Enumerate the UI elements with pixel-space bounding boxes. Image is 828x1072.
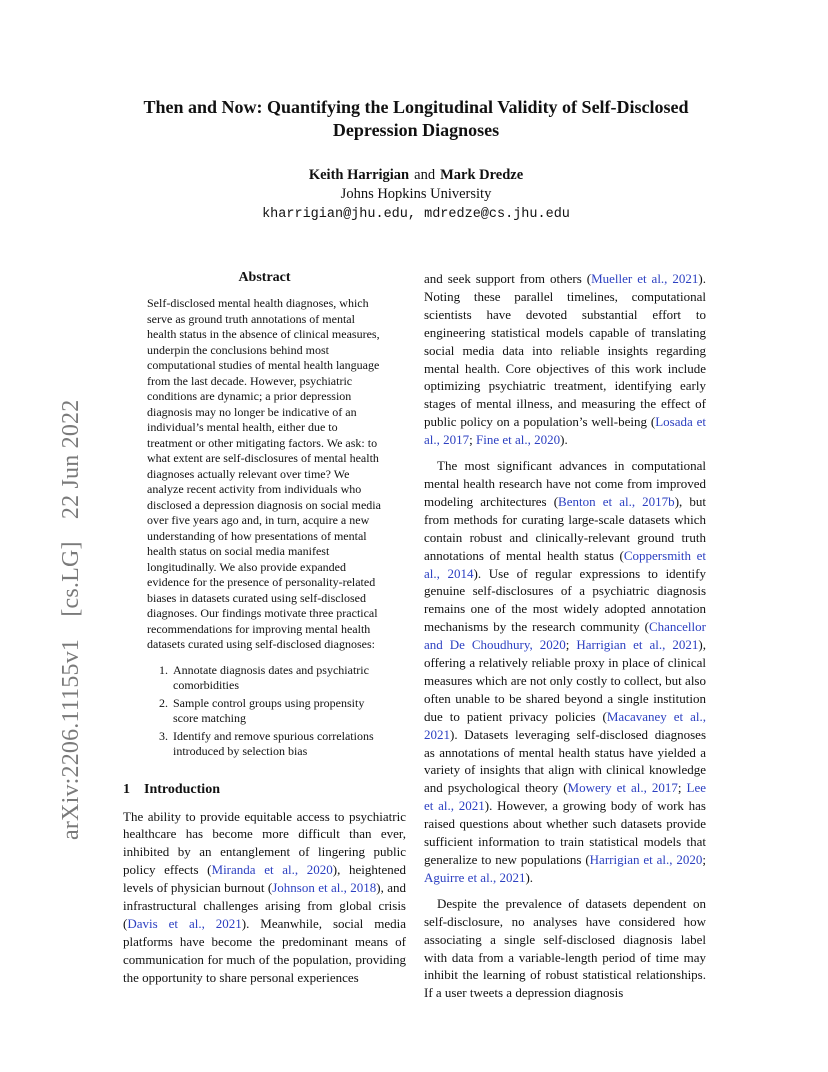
arxiv-stamp [58,280,88,840]
paper-title: Then and Now: Quantifying the Longitudinal Validity of Self-Disclosed Depression Diagnoses [143,97,689,140]
list-item: 2. Sample control groups using propensity score matching [159,695,365,725]
list-item: 3. Identify and remove spurious correlations introduced by selection bias [159,728,374,758]
author-name: Mark Dredze [440,167,524,183]
citation-link[interactable]: Chancellor and De Choudhury, 2020 [424,619,706,653]
arxiv-category: [cs.LG] [58,541,84,617]
citation-link[interactable]: Benton et al., 2017b [558,493,675,509]
left-column [123,270,406,987]
intro-paragraph-3: Despite the prevalence of datasets dependent on self-disclosure, no analyses have considered how associating a single self-disclosed diagnosis label with data from a variable-length period of time may inhibit the learning of robust statistical relationships. If a user tweets a depression diagnosis [424,895,706,1001]
author-emails: kharrigian@jhu.edu, mdredze@cs.jhu.edu [262,207,570,222]
citation-link[interactable]: Harrigian et al., 2021 [576,637,699,653]
citation-link[interactable]: Mowery et al., 2017 [567,780,678,796]
citation-link[interactable]: Losada et al., 2017 [424,414,706,448]
citation-link[interactable]: Davis et al., 2021 [127,915,242,931]
intro-paragraph-1: The ability to provide equitable access to psychiatric healthcare has become more difficult than ever, inhibited by an entanglement of lingering public policy effects (Miranda et al., 2020), heightened levels of physician burnout (Johnson et al., 2018), and infrastructural challenges arising from global crisis (Davis et al., 2021). Meanwhile, social media platforms have become the predominant means of communication for much of the population, providing the opportunity to share personal experiences [123,808,406,985]
citation-link[interactable]: Miranda et al., 2020 [211,862,333,878]
abstract-text: Self-disclosed mental health diagnoses, which serve as ground truth annotations of mental health status in the absence of clinical measures, underpin the conclusions behind most computational studies of mental health language from the last decade. However, psychiatric conditions are dynamic; a prior depression diagnosis may no longer be indicative of an individual’s mental health, either due to treatment or other mitigating factors. We ask: to what extent are self-disclosures of mental health diagnoses actually relevant over time? We analyze recent activity from individuals who disclosed a depression diagnosis on social media over five years ago and, in turn, acquire a new understanding of how presentations of mental health status on social media manifest longitudinally. We also provide expanded evidence for the presence of personality-related biases in datasets curated using self-disclosed diagnoses. Our findings motivate three practical recommendations for improving mental health datasets curated using self-disclosed diagnoses: [147,296,381,651]
citation-link[interactable]: Coppersmith et al., 2014 [424,547,707,581]
affiliation: Johns Hopkins University [340,186,492,202]
arxiv-date: 22 Jun 2022 [58,399,84,520]
intro-paragraph-2: The most significant advances in computational mental health research have not come from improved modeling architectures (Benton et al., 2017b), but from methods for curating large-scale datasets which contain robust and clinically-relevant ground truth annotations of mental health status (Coppersmith et al., 2014). Use of regular expressions to identify genuine self-disclosures of a psychiatric diagnosis remains one of the most widely adopted annotation mechanisms by the research community (Chancellor and De Choudhury, 2020; Harrigian et al., 2021), offering a relatively reliable proxy in place of clinical measures which are not only costly to collect, but also often unable to be shared beyond a single institution due to patient privacy policies (Macavaney et al., 2021). Datasets leveraging self-disclosed diagnoses as annotations of mental health status have yielded a variety of insights that align with clinical knowledge and psychological theory (Mowery et al., 2017; Lee et al., 2021). However, a growing body of work has raised questions about whether such datasets provide sufficient information to train statistical models that generalize to new populations (Harrigian et al., 2020; Aguirre et al., 2021). [424,458,707,885]
citation-link[interactable]: Lee et al., 2021 [424,780,706,814]
section-title: Introduction [144,781,220,797]
intro-paragraph-1-continued: and seek support from others (Mueller et al., 2021). Noting these parallel timelines, computational scientists have devoted substantial effort to engineering statistical models capable of translating social media data into reliable insights regarding mental health. Core objectives of this work include optimizing psychiatric treatment, identifying early stages of mental illness, and measuring the effect of public policy on a population’s well-being (Losada et al., 2017; Fine et al., 2020). [424,271,706,448]
citation-link[interactable]: Fine et al., 2020 [476,432,561,448]
recommendations-list [147,663,384,760]
section-heading [123,782,406,798]
citation-link[interactable]: Harrigian et al., 2020 [589,852,703,867]
author-name: Keith Harrigian [308,167,410,183]
list-item: 1. Annotate diagnosis dates and psychiatric comorbidities [159,662,369,692]
author-conjunction: and [414,167,436,183]
abstract-heading: Abstract [238,270,291,285]
citation-link[interactable]: Mueller et al., 2021 [591,271,699,286]
arxiv-id: arXiv:2206.11155v1 [58,638,84,840]
citation-link[interactable]: Macavaney et al., 2021 [424,708,706,742]
citation-link[interactable]: Johnson et al., 2018 [272,880,377,896]
author-block [100,166,732,224]
right-column [424,270,706,1002]
citation-link[interactable]: Aguirre et al., 2021 [424,869,526,885]
section-number: 1 [123,781,130,797]
